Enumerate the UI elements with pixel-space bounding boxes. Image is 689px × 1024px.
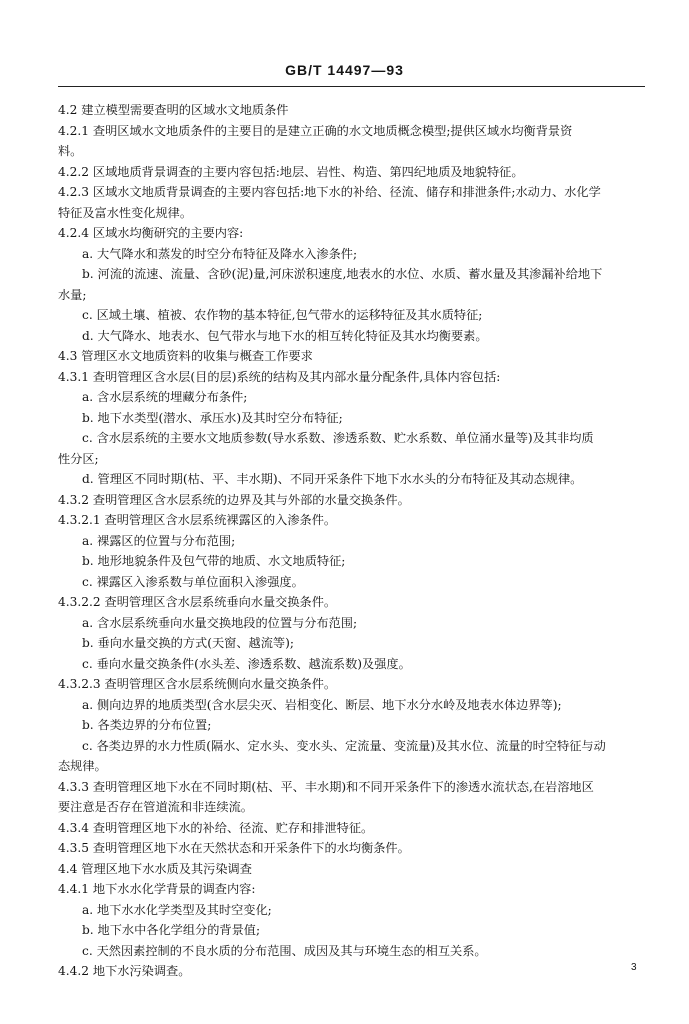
text-line: d. 管理区不同时期(枯、平、丰水期)、不同开采条件下地下水水头的分布特征及其动态规律。 — [82, 472, 583, 486]
text-line: 4.3.2.3 查明管理区含水层系统侧向水量交换条件。 — [58, 677, 337, 691]
text-line: 4.3.4 查明管理区地下水的补给、径流、贮存和排泄特征。 — [58, 820, 374, 835]
document-body — [58, 100, 648, 982]
text-line: 特征及富水性变化规律。 — [58, 205, 193, 220]
text-line: 4.3.2 查明管理区含水层系统的边界及其与外部的水量交换条件。 — [58, 492, 410, 507]
text-line: 4.3.2.1 查明管理区含水层系统裸露区的入渗条件。 — [58, 513, 337, 527]
text-line: c. 垂向水量交换条件(水头差、渗透系数、越流系数)及强度。 — [82, 656, 411, 671]
text-line: b. 垂向水量交换的方式(天窗、越流等); — [82, 636, 294, 650]
text-line: a. 含水层系统垂向水量交换地段的位置与分布范围; — [82, 615, 358, 630]
text-line: b. 地下水中各化学组分的背景值; — [82, 923, 261, 937]
text-line: c. 裸露区入渗系数与单位面积入渗强度。 — [82, 574, 304, 589]
text-line: c. 各类边界的水力性质(隔水、定水头、变水头、定流量、变流量)及其水位、流量的时空特征与动 — [82, 738, 606, 753]
text-line: c. 天然因素控制的不良水质的分布范围、成因及其与环境生态的相互关系。 — [82, 943, 487, 958]
text-line: 4.3.5 查明管理区地下水在天然状态和开采条件下的水均衡条件。 — [58, 841, 410, 855]
text-line: 要注意是否存在管道流和非连续流。 — [58, 800, 253, 814]
text-line: 4.2 建立模型需要查明的区域水文地质条件 — [58, 103, 289, 117]
text-line: a. 裸露区的位置与分布范围; — [82, 533, 236, 548]
text-line: b. 地形地貌条件及包气带的地质、水文地质特征; — [82, 554, 346, 568]
page-number: 3 — [631, 962, 637, 973]
text-line: b. 地下水类型(潜水、承压水)及其时空分布特征; — [82, 410, 343, 425]
text-line: 水量; — [58, 287, 87, 302]
text-line: d. 大气降水、地表水、包气带水与地下水的相互转化特征及其水均衡要素。 — [82, 328, 488, 343]
text-line: a. 大气降水和蒸发的时空分布特征及降水入渗条件; — [82, 246, 358, 261]
text-line: 4.4.2 地下水污染调查。 — [58, 964, 191, 978]
text-line: 4.2.3 区域水文地质背景调查的主要内容包括:地下水的补给、径流、储存和排泄条件;水动力、水化学 — [58, 185, 601, 199]
text-line: 4.3.1 查明管理区含水层(目的层)系统的结构及其内部水量分配条件,具体内容包括: — [58, 369, 501, 384]
text-line: 4.2.4 区域水均衡研究的主要内容: — [58, 226, 244, 240]
text-line: 4.3.2.2 查明管理区含水层系统垂向水量交换条件。 — [58, 595, 337, 609]
text-line: c. 区域土壤、植被、农作物的基本特征,包气带水的运移特征及其水质特征; — [82, 308, 483, 322]
text-line: a. 侧向边界的地质类型(含水层尖灭、岩相变化、断层、地下水分水岭及地表水体边界等); — [82, 697, 562, 712]
text-line: 4.4.1 地下水水化学背景的调查内容: — [58, 882, 256, 896]
text-line: 4.4 管理区地下水水质及其污染调查 — [58, 861, 252, 876]
text-line: c. 含水层系统的主要水文地质参数(导水系数、渗透系数、贮水系数、单位涌水量等)及其非均质 — [82, 431, 594, 445]
standard-number-header: GB/T 14497—93 — [285, 62, 404, 78]
text-line: b. 各类边界的分布位置; — [82, 718, 212, 732]
text-line: 4.2.1 查明区域水文地质条件的主要目的是建立正确的水文地质概念模型;提供区域水均衡背景资 — [58, 123, 573, 138]
text-line: 4.2.2 区域地质背景调查的主要内容包括:地层、岩性、构造、第四纪地质及地貌特征。 — [58, 164, 524, 179]
text-line: 料。 — [58, 144, 83, 158]
text-line: b. 河流的流速、流量、含砂(泥)量,河床淤积速度,地表水的水位、水质、蓄水量及其渗漏补给地下 — [82, 267, 603, 281]
text-line: 4.3.3 查明管理区地下水在不同时期(枯、平、丰水期)和不同开采条件下的渗透水流状态,在岩溶地区 — [58, 779, 594, 794]
header-rule — [58, 86, 645, 87]
text-line: a. 含水层系统的埋藏分布条件; — [82, 390, 248, 404]
text-line: 态规律。 — [58, 759, 107, 773]
text-line: a. 地下水水化学类型及其时空变化; — [82, 902, 272, 917]
text-line: 4.3 管理区水文地质资料的收集与概查工作要求 — [58, 349, 313, 363]
text-line: 性分区; — [58, 451, 99, 466]
